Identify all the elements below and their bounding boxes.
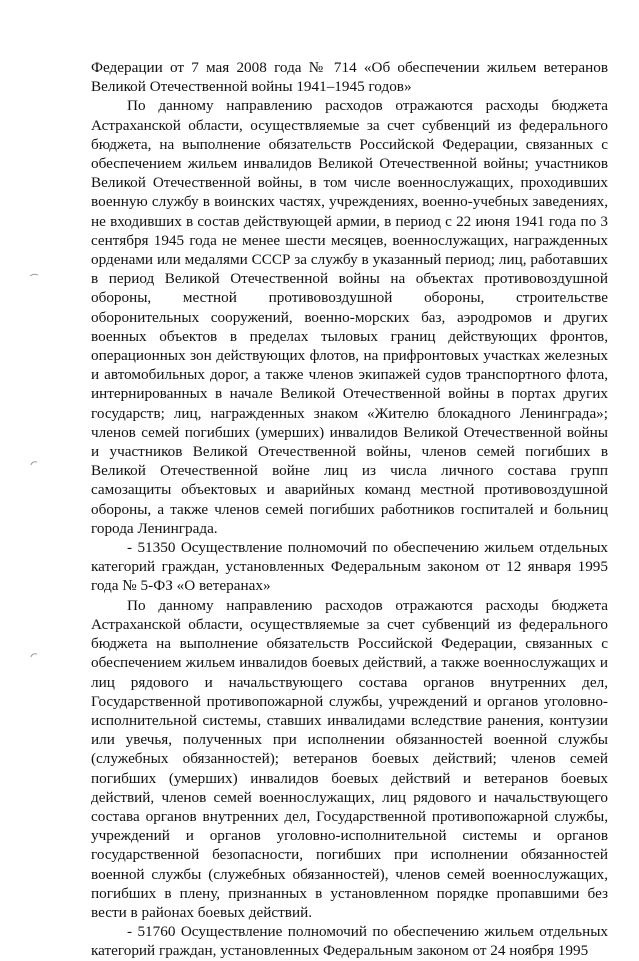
paragraph-body: По данному направлению расходов отражаются расходы бюджета Астраханской области, осуществляемые за счет субвенций из федерального бюджета, на выполнение обязательств Российской Федерации, связанных с обеспечением жильем инвалидов Великой Отечественной войны; участников Великой Отечественной войны, в том числе военнослужащих, проходивших военную службу в воинских частях, учреждениях, военно-учебных заведениях, не входивших в состав действующей армии, в период с 22 июня 1941 года по 3 сентября 1945 года не менее шести месяцев, военнослужащих, награжденных орденами или медалями СССР за службу в указанный период; лиц, работавших в период Великой Отечественной войны на объектах противовоздушной обороны, местной противовоздушной обороны, строительстве оборонительных сооружений, военно-морских баз, аэродромов и других военных объектов в пределах тыловых границ действующих фронтов, операционных зон действующих флотов, на прифронтовых участках железных и автомобильных дорог, а также членов экипажей судов транспортного флота, интернированных в начале Великой Отечественной войны в портах других государств; лиц, награжденных знаком «Жителю блокадного Ленинграда»; членов семей погибших (умерших) инвалидов Великой Отечественной войны и участников Великой Отечественной войны, членов семей погибших в Великой Отечественной войне лиц из числа личного состава групп самозащиты объектовых и аварийных команд местной противовоздушной обороны, а также членов семей погибших работников госпиталей и больниц города Ленинграда. xyxy=(91,97,608,537)
margin-mark xyxy=(29,272,39,278)
margin-mark xyxy=(29,652,39,658)
paragraph-item-51350: - 51350 Осуществление полномочий по обеспечению жильем отдельных категорий граждан, установленных Федеральным законом от 12 января 1995 года № 5-ФЗ «О ветеранах» xyxy=(91,539,608,595)
paragraph-body: По данному направлению расходов отражаются расходы бюджета Астраханской области, осуществляемые за счет субвенций из федерального бюджета на выполнение обязательств Российской Федерации, связанных с обеспечением жильем инвалидов боевых действий, а также военнослужащих и лиц рядового и начальствующего состава органов внутренних дел, Государственной противопожарной службы, учреждений и органов уголовно-исполнительной системы, ставших инвалидами вследствие ранения, контузии или увечья, полученных при исполнении обязанностей военной службы (служебных обязанностей); ветеранов боевых действий; членов семей погибших (умерших) инвалидов боевых действий и ветеранов боевых действий, членов семей военнослужащих, лиц рядового и начальствующего состава органов внутренних дел, Государственной противопожарной службы, учреждений и органов уголовно-исполнительной системы и органов государственной безопасности, погибших при исполнении обязанностей военной службы (служебных обязанностей), членов семей военнослужащих, погибших в плену, признанных в установленном порядке пропавшими без вести в районах боевых действий. xyxy=(91,596,608,921)
paragraph-continuation: Федерации от 7 мая 2008 года № 714 «Об обеспечении жильем ветеранов Великой Отечественной войны 1941–1945 годов» xyxy=(91,59,608,96)
margin-mark xyxy=(29,460,39,466)
document-body xyxy=(91,58,608,961)
paragraph-item-51760: - 51760 Осуществление полномочий по обеспечению жильем отдельных категорий граждан, установленных Федеральным законом от 24 ноября 1995 xyxy=(91,923,608,960)
